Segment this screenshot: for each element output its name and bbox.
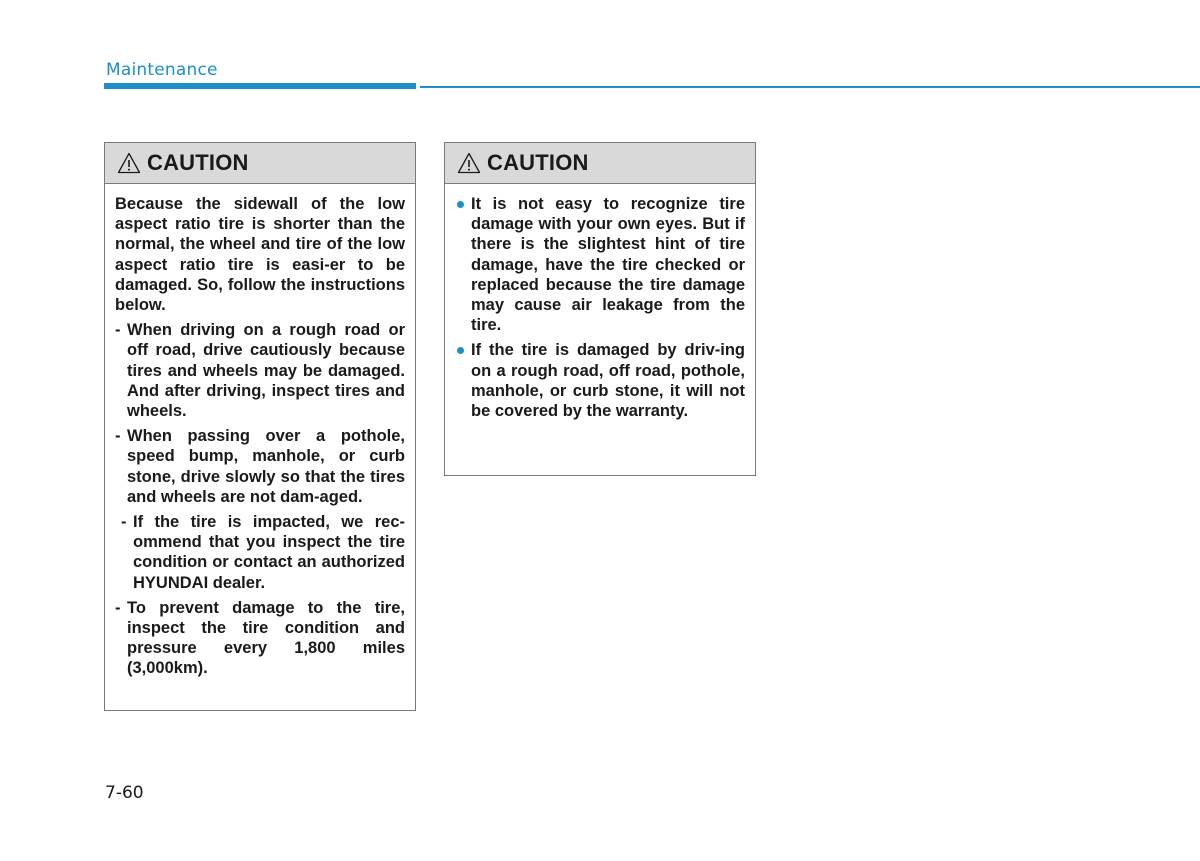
list-dash: -	[115, 598, 121, 617]
caution-list-text: When passing over a pothole, speed bump, manhole, or curb stone, drive slowly so that the tires and wheels are not dam-aged.	[127, 427, 405, 506]
bullet-icon	[457, 201, 464, 208]
caution-intro: Because the sidewall of the low aspect ratio tire is shorter than the normal, the wheel and tire of the low aspect ratio tire is easi-er to be damaged. So, follow the instructions below.	[115, 195, 405, 315]
caution-list-item	[115, 320, 405, 421]
header-rule-thin	[420, 86, 1200, 88]
warning-triangle-icon	[457, 152, 481, 174]
caution-box-right	[444, 142, 756, 476]
caution-bullet-item	[455, 194, 745, 335]
caution-header	[445, 143, 755, 184]
caution-bullet-text: It is not easy to recognize tire damage with your own eyes. But if there is the slightest hint of tire damage, have the tire checked or replaced because the tire damage may cause air leakage from the tire.	[471, 195, 745, 335]
caution-list-item	[115, 512, 405, 593]
caution-body	[105, 184, 415, 679]
list-dash: -	[115, 321, 121, 340]
header-rule-thick	[104, 83, 416, 89]
caution-box-left	[104, 142, 416, 711]
caution-list-item	[115, 598, 405, 679]
caution-title: CAUTION	[487, 150, 589, 175]
caution-title: CAUTION	[147, 150, 249, 175]
caution-bullet-item	[455, 340, 745, 421]
caution-bullet-text: If the tire is damaged by driv-ing on a rough road, off road, pothole, manhole, or curb stone, it will not be covered by the warranty.	[471, 341, 745, 421]
page-number: 7-60	[105, 783, 144, 803]
caution-list-text: When driving on a rough road or off road, drive cautiously because tires and wheels may be damaged. And after driving, inspect tires and wheels.	[127, 321, 405, 421]
caution-list-text: If the tire is impacted, we rec-ommend that you inspect the tire condition or contact an authorized HYUNDAI dealer.	[133, 513, 405, 592]
warning-triangle-icon	[117, 152, 141, 174]
caution-body	[445, 184, 755, 421]
caution-list-text: To prevent damage to the tire, inspect the tire condition and pressure every 1,800 miles (3,000km).	[127, 598, 405, 678]
section-title: Maintenance	[106, 60, 218, 80]
caution-list-item	[115, 426, 405, 507]
bullet-icon	[457, 347, 464, 354]
caution-header	[105, 143, 415, 184]
list-dash: -	[121, 513, 127, 532]
list-dash: -	[115, 427, 121, 446]
